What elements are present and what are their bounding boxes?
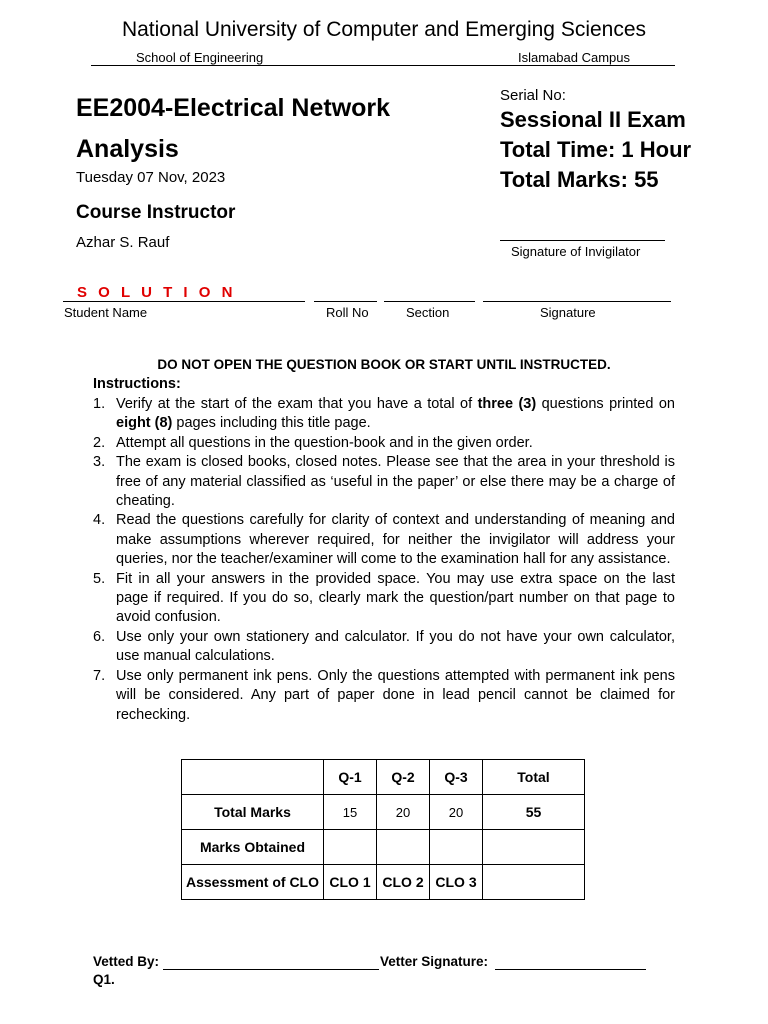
instructor-heading: Course Instructor [76, 202, 236, 223]
instructions-list [93, 395, 675, 725]
instructions-heading: Instructions: [93, 376, 181, 392]
instruction-number: 3. [93, 454, 106, 471]
table-cell: CLO 1 [324, 865, 377, 900]
table-row-label: Assessment of CLO [182, 865, 324, 900]
table-cell: 20 [430, 795, 483, 830]
campus-name: Islamabad Campus [518, 50, 630, 65]
vetted-by-line[interactable] [163, 969, 379, 970]
table-header-cell [182, 760, 324, 795]
instruction-item [93, 511, 675, 569]
marks-obtained-cell[interactable] [483, 830, 585, 865]
table-cell: 55 [483, 795, 585, 830]
table-cell: 20 [377, 795, 430, 830]
vetted-by-label: Vetted By: [93, 954, 160, 969]
instruction-number: 4. [93, 512, 106, 529]
student-name-label: Student Name [64, 305, 148, 320]
instruction-item [93, 667, 675, 725]
serial-number-label: Serial No: [500, 87, 566, 104]
exam-date: Tuesday 07 Nov, 2023 [76, 169, 226, 186]
table-header-cell: Q-1 [324, 760, 377, 795]
student-name-value: S O L U T I O N [77, 284, 236, 301]
instruction-number: 5. [93, 570, 106, 587]
instruction-text: Attempt all questions in the question-book and in the given order. [116, 434, 533, 451]
table-row-label: Marks Obtained [182, 830, 324, 865]
instruction-text-part: Verify at the start of the exam that you have a total of [116, 396, 478, 412]
instruction-text: Read the questions carefully for clarity of context and understanding of meaning and make assumptions wherever required, for neither the invigilator will address your queries, nor the teacher/examiner will come to the examination hall for any assistance. [116, 512, 675, 568]
table-header-cell: Q-3 [430, 760, 483, 795]
instruction-text [116, 395, 675, 434]
header-rule [91, 65, 675, 66]
instruction-item [93, 453, 675, 511]
course-title: EE2004-Electrical Network Analysis [76, 94, 391, 163]
exam-notice: DO NOT OPEN THE QUESTION BOOK OR START UNTIL INSTRUCTED. [157, 357, 611, 372]
school-name: School of Engineering [136, 50, 264, 65]
invigilator-signature-line[interactable] [500, 240, 665, 241]
signature-line[interactable] [483, 301, 671, 302]
instruction-text: Use only your own stationery and calculator. If you do not have your own calculator, use manual calculations. [116, 628, 675, 665]
instruction-number: 2. [93, 434, 106, 451]
marks-obtained-cell[interactable] [430, 830, 483, 865]
instruction-number: 6. [93, 628, 106, 645]
invigilator-signature-label: Signature of Invigilator [511, 244, 641, 259]
instruction-item [93, 395, 675, 434]
instruction-text: Fit in all your answers in the provided space. You may use extra space on the last page if required. If you do so, clearly mark the question/part number on that page to avoid confusion. [116, 570, 675, 626]
table-header-cell: Total [483, 760, 585, 795]
instruction-emphasis: three (3) [477, 396, 537, 412]
marks-obtained-cell[interactable] [324, 830, 377, 865]
student-name-line[interactable] [63, 301, 305, 302]
question-label: Q1. [93, 972, 115, 987]
instruction-item [93, 628, 675, 667]
table-cell: CLO 2 [377, 865, 430, 900]
instruction-text-part: questions printed on [536, 396, 675, 412]
table-row [182, 865, 585, 900]
section-label: Section [406, 305, 450, 320]
instruction-item [93, 570, 675, 628]
instruction-number: 7. [93, 667, 106, 684]
exam-total-marks: Total Marks: 55 [500, 167, 659, 192]
instruction-text-part: pages including this title page. [172, 415, 371, 432]
table-cell [483, 865, 585, 900]
roll-no-label: Roll No [326, 305, 369, 320]
table-header-row [182, 760, 585, 795]
signature-label: Signature [540, 305, 596, 320]
table-header-cell: Q-2 [377, 760, 430, 795]
exam-total-time: Total Time: 1 Hour [500, 137, 692, 162]
instruction-emphasis: eight (8) [116, 415, 173, 432]
section-line[interactable] [384, 301, 475, 302]
instructor-name: Azhar S. Rauf [76, 234, 170, 251]
exam-name: Sessional II Exam [500, 107, 686, 132]
instruction-item [93, 434, 675, 453]
instruction-number: 1. [93, 396, 106, 412]
table-cell: CLO 3 [430, 865, 483, 900]
vetter-signature-label: Vetter Signature: [380, 954, 489, 969]
marks-obtained-cell[interactable] [377, 830, 430, 865]
marks-table [181, 759, 585, 900]
table-row [182, 830, 585, 865]
instruction-text: The exam is closed books, closed notes. Please see that the area in your threshold is free of any material classified as ‘useful in the paper’ or else there may be a charge of cheating. [116, 454, 675, 510]
university-name: National University of Computer and Emerging Sciences [121, 18, 647, 41]
table-row-label: Total Marks [182, 795, 324, 830]
table-row [182, 795, 585, 830]
vetter-signature-line[interactable] [495, 969, 646, 970]
instruction-text: Use only permanent ink pens. Only the questions attempted with permanent ink pens will be considered. Any part of paper done in lead pencil cannot be claimed for rechecking. [116, 667, 675, 723]
roll-no-line[interactable] [314, 301, 377, 302]
table-cell: 15 [324, 795, 377, 830]
